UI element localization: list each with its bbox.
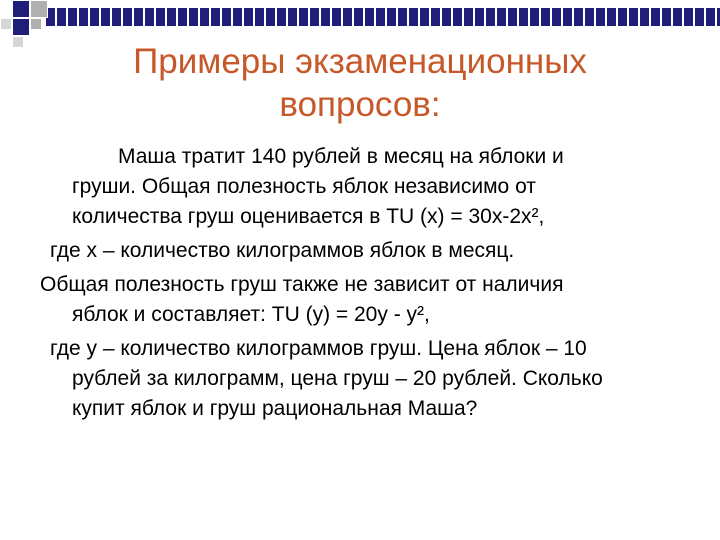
paragraph-line: груши. Общая полезность яблок независимо от [72,175,536,198]
paragraph-line: купит яблок и груш рациональная Маша? [72,397,478,420]
paragraph-line: количества груш оценивается в TU (x) = 30x-2x², [72,205,545,228]
paragraph-line: где x – количество килограммов яблок в месяц. [50,239,515,262]
paragraph-line: Общая полезность груш также не зависит от наличия [40,273,564,296]
paragraph-line: рублей за килограмм, цена груш – 20 рублей. Сколько [72,367,603,390]
slide-title: Примеры экзаменационных вопросов: [133,42,587,124]
paragraph-line: где y – количество килограммов груш. Цена яблок – 10 [50,337,587,360]
paragraph-line: яблок и составляет: TU (y) = 20y - y², [72,303,430,326]
paragraph-line: Маша тратит 140 рублей в месяц на яблоки и [118,145,564,168]
